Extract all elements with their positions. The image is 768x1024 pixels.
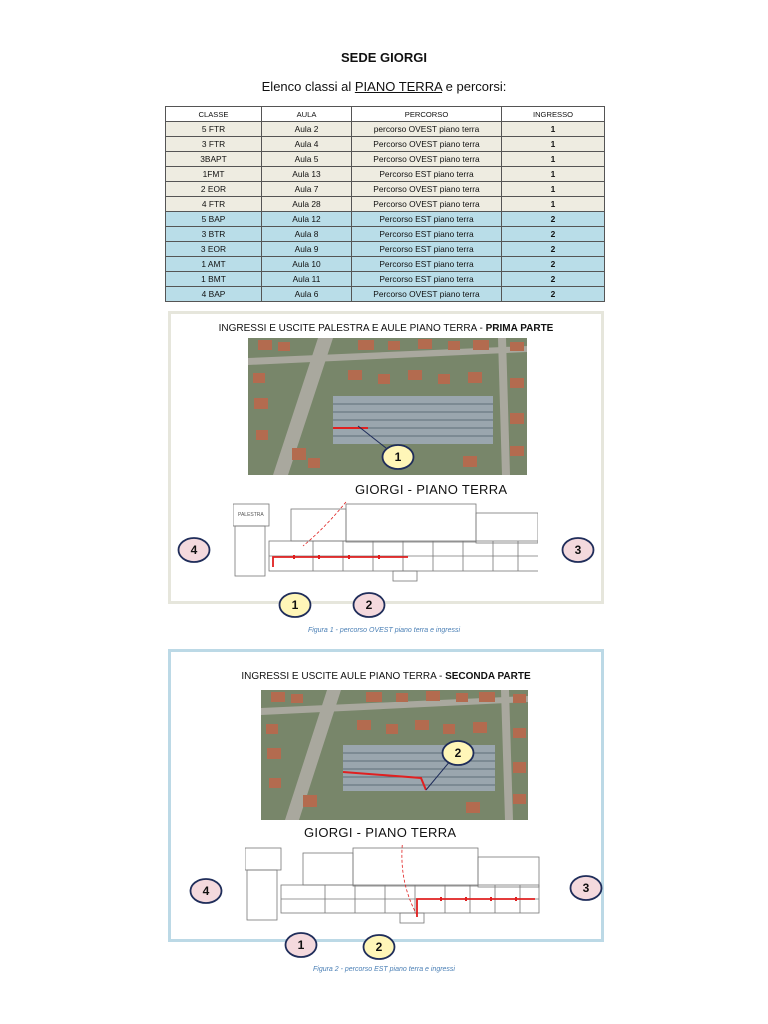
table-row: [166, 137, 605, 152]
cell-aula: Aula 6: [262, 287, 352, 302]
cell-percorso: Percorso OVEST piano terra: [352, 137, 502, 152]
cell-aula: Aula 7: [262, 182, 352, 197]
cell-aula: Aula 28: [262, 197, 352, 212]
aerial-map-2: [261, 690, 528, 820]
table-row: [166, 152, 605, 167]
table-row: [166, 167, 605, 182]
cell-percorso: Percorso OVEST piano terra: [352, 182, 502, 197]
cell-classe: 1FMT: [166, 167, 262, 182]
subtitle-prefix: Elenco classi al: [261, 79, 355, 94]
cell-ingresso: 2: [502, 257, 605, 272]
table-row: [166, 287, 605, 302]
cell-ingresso: 2: [502, 287, 605, 302]
table-row: [166, 227, 605, 242]
callout-number: 2: [365, 598, 373, 612]
figure-1-plan-title: GIORGI - PIANO TERRA: [355, 482, 508, 497]
table-row: [166, 257, 605, 272]
cell-ingresso: 2: [502, 212, 605, 227]
figure-2: [168, 649, 604, 942]
cell-aula: Aula 2: [262, 122, 352, 137]
cell-classe: 3BAPT: [166, 152, 262, 167]
table-row: [166, 272, 605, 287]
aerial-map-2-drawing: [261, 690, 528, 820]
cell-ingresso: 1: [502, 152, 605, 167]
callout-number: 3: [574, 543, 582, 557]
cell-classe: 2 EOR: [166, 182, 262, 197]
cell-classe: 1 BMT: [166, 272, 262, 287]
figure-2-heading-bold: SECONDA PARTE: [445, 671, 531, 682]
cell-percorso: Percorso EST piano terra: [352, 242, 502, 257]
callout-number: 4: [202, 884, 210, 898]
callout-number: 4: [190, 543, 198, 557]
callout-number: 3: [582, 881, 590, 895]
cell-percorso: Percorso OVEST piano terra: [352, 152, 502, 167]
column-header-classe: CLASSE: [166, 107, 262, 122]
cell-ingresso: 1: [502, 197, 605, 212]
figure-1-callout-left: [177, 536, 211, 564]
figure-2-callout-aerial: [441, 739, 475, 767]
cell-percorso: Percorso EST piano terra: [352, 167, 502, 182]
floor-plan-1: [233, 501, 538, 583]
figure-2-caption: Figura 2 - percorso EST piano terra e ingressi: [312, 966, 455, 973]
figure-1-heading-prefix: INGRESSI E USCITE PALESTRA E AULE PIANO TERRA -: [218, 323, 486, 334]
cell-aula: Aula 13: [262, 167, 352, 182]
figure-2-heading: [171, 671, 601, 682]
cell-percorso: Percorso EST piano terra: [352, 227, 502, 242]
page-title: SEDE GIORGI: [341, 50, 427, 65]
cell-ingresso: 2: [502, 242, 605, 257]
figure-1-callout-bottom-b: [352, 591, 386, 619]
page-subtitle: [0, 79, 768, 94]
callout-number: 1: [297, 938, 305, 952]
cell-ingresso: 2: [502, 227, 605, 242]
figure-1-callout-right: [561, 536, 595, 564]
figure-2-callout-left: [189, 877, 223, 905]
table-row: [166, 197, 605, 212]
figure-2-callout-right: [569, 874, 603, 902]
figure-2-plan-title: GIORGI - PIANO TERRA: [304, 825, 457, 840]
cell-percorso: Percorso OVEST piano terra: [352, 287, 502, 302]
cell-ingresso: 2: [502, 272, 605, 287]
cell-classe: 3 FTR: [166, 137, 262, 152]
floor-plan-2-drawing: [245, 845, 540, 925]
cell-classe: 1 AMT: [166, 257, 262, 272]
cell-classe: 4 FTR: [166, 197, 262, 212]
callout-number: 2: [375, 940, 383, 954]
cell-aula: Aula 10: [262, 257, 352, 272]
floor-plan-1-drawing: [233, 501, 538, 583]
table-row: [166, 212, 605, 227]
cell-ingresso: 1: [502, 167, 605, 182]
cell-ingresso: 1: [502, 137, 605, 152]
callout-number: 2: [454, 746, 462, 760]
column-header-aula: AULA: [262, 107, 352, 122]
callout-number: 1: [291, 598, 299, 612]
subtitle-suffix: e percorsi:: [442, 79, 507, 94]
cell-percorso: percorso OVEST piano terra: [352, 122, 502, 137]
floor-plan-2: [245, 845, 540, 925]
table-row: [166, 182, 605, 197]
figure-1-callout-aerial: [381, 443, 415, 471]
column-header-percorso: PERCORSO: [352, 107, 502, 122]
table-body: [166, 122, 605, 302]
cell-aula: Aula 12: [262, 212, 352, 227]
palestra-label: PALESTRA: [238, 512, 264, 518]
figure-2-callout-bottom-b: [362, 933, 396, 961]
cell-percorso: Percorso EST piano terra: [352, 272, 502, 287]
cell-percorso: Percorso EST piano terra: [352, 212, 502, 227]
cell-aula: Aula 9: [262, 242, 352, 257]
cell-classe: 4 BAP: [166, 287, 262, 302]
cell-classe: 3 EOR: [166, 242, 262, 257]
table-row: [166, 122, 605, 137]
cell-ingresso: 1: [502, 182, 605, 197]
classes-table: [165, 106, 605, 302]
figure-1-caption: Figura 1 - percorso OVEST piano terra e ingressi: [307, 627, 461, 634]
figure-1-callout-bottom-a: [278, 591, 312, 619]
cell-classe: 5 FTR: [166, 122, 262, 137]
cell-percorso: Percorso EST piano terra: [352, 257, 502, 272]
callout-number: 1: [394, 450, 402, 464]
cell-classe: 3 BTR: [166, 227, 262, 242]
cell-aula: Aula 4: [262, 137, 352, 152]
figure-2-callout-bottom-a: [284, 931, 318, 959]
cell-classe: 5 BAP: [166, 212, 262, 227]
figure-1-heading: [171, 323, 601, 334]
figure-2-heading-prefix: INGRESSI E USCITE AULE PIANO TERRA -: [241, 671, 446, 682]
cell-aula: Aula 8: [262, 227, 352, 242]
cell-aula: Aula 11: [262, 272, 352, 287]
cell-ingresso: 1: [502, 122, 605, 137]
figure-1-heading-bold: PRIMA PARTE: [485, 323, 554, 334]
cell-percorso: Percorso OVEST piano terra: [352, 197, 502, 212]
table-row: [166, 242, 605, 257]
column-header-ingresso: INGRESSO: [502, 107, 605, 122]
table-header-row: [166, 107, 605, 122]
subtitle-underlined: PIANO TERRA: [354, 79, 443, 94]
cell-aula: Aula 5: [262, 152, 352, 167]
